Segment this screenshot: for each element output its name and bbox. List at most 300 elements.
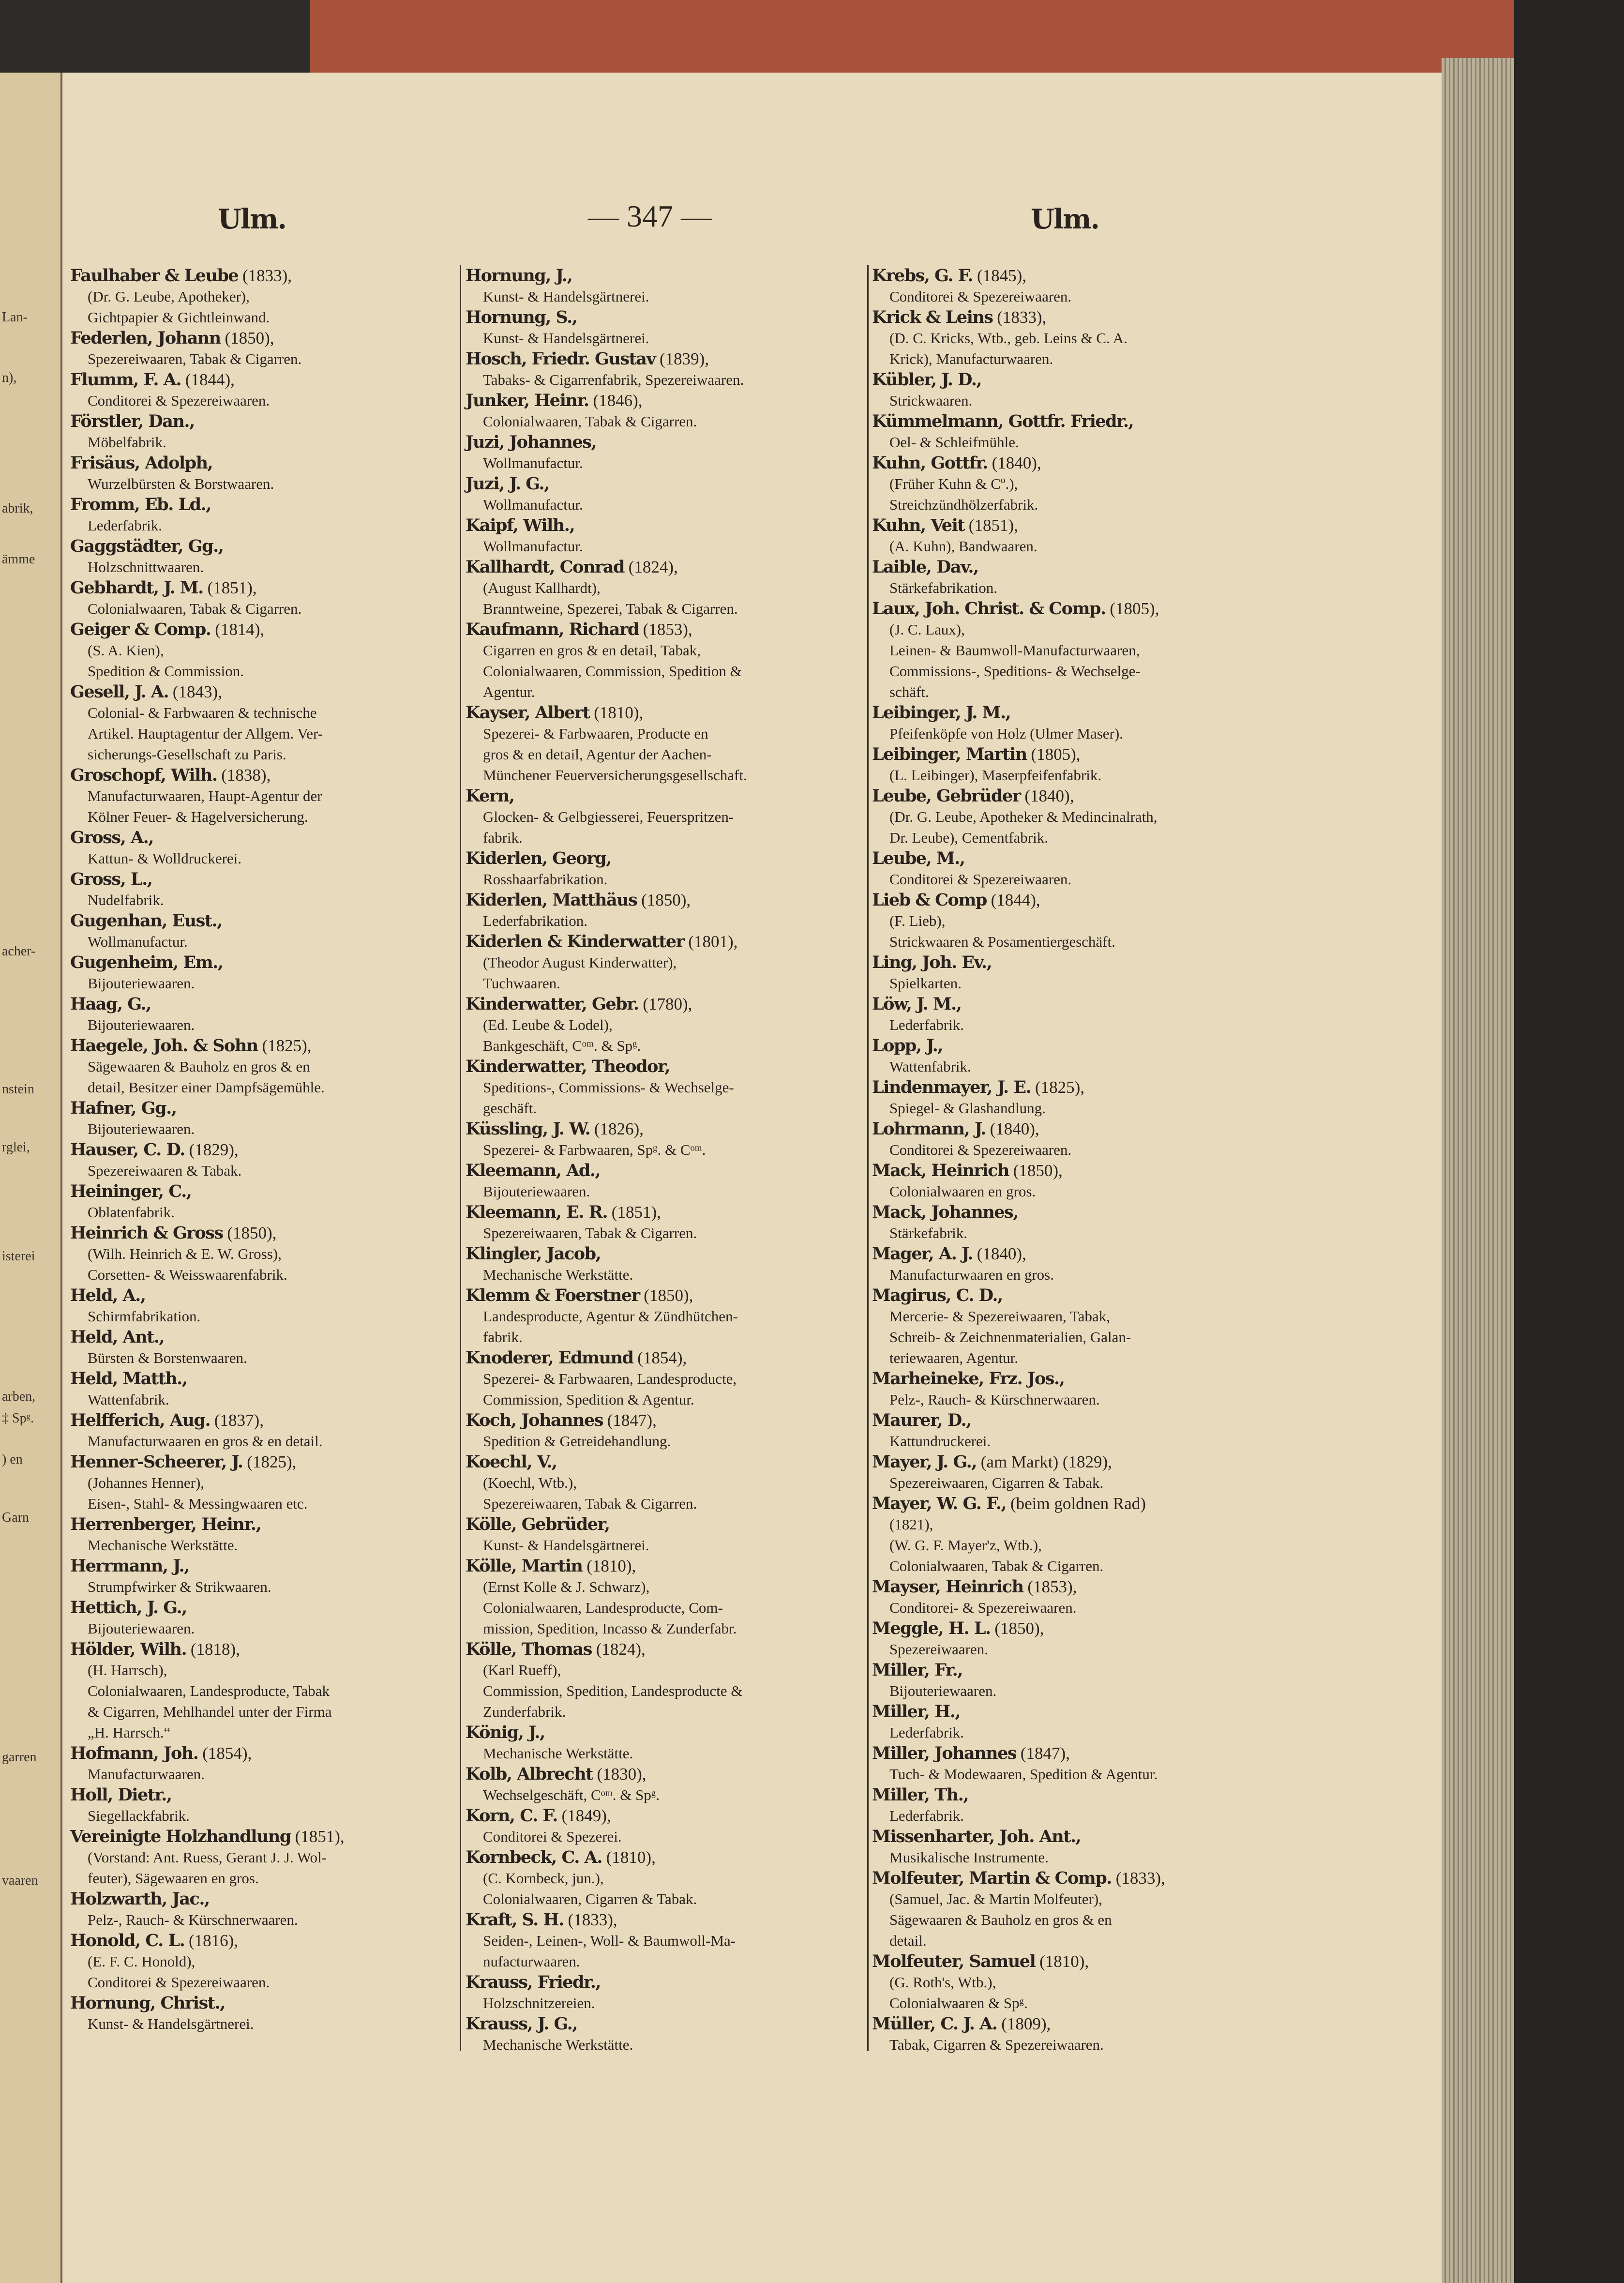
previous-page-text-fragment: ämme: [2, 552, 35, 567]
directory-entry: [466, 1451, 865, 1514]
firm-name: Kuhn, Gottfr.: [872, 453, 988, 473]
firm-year: (1854),: [633, 1348, 687, 1367]
firm-name: Kern,: [466, 786, 514, 806]
previous-page-text-fragment: garren: [2, 1750, 37, 1765]
firm-description: Bürsten & Borstenwaaren.: [88, 1349, 247, 1366]
firm-description: Zunderfabrik.: [483, 1703, 566, 1720]
directory-entry: [466, 1764, 865, 1805]
entry-heading: [466, 390, 865, 411]
entry-heading: [872, 1119, 1278, 1139]
entry-heading: [466, 1764, 865, 1784]
directory-entry: [70, 1993, 457, 2034]
firm-year: (1816),: [184, 1931, 239, 1950]
firm-description: Colonialwaaren, Landesproducte, Com-: [483, 1599, 723, 1616]
directory-entry: [466, 1514, 865, 1556]
directory-entry: [872, 1243, 1278, 1285]
firm-name: Laux, Joh. Christ. & Comp.: [872, 599, 1106, 619]
entry-heading: [70, 910, 457, 931]
firm-year: (1845),: [973, 266, 1027, 285]
directory-entry: [70, 1368, 457, 1410]
firm-description: (Theodor August Kinderwatter),: [483, 954, 677, 971]
directory-entry: [466, 1805, 865, 1847]
firm-description: (G. Roth's, Wtb.),: [889, 1974, 996, 1991]
firm-name: Juzi, Johannes,: [466, 432, 597, 452]
firm-name: Kayser, Albert: [466, 703, 590, 723]
firm-description: Commissions-, Speditions- & Wechselge-: [889, 663, 1141, 680]
directory-entry: [872, 1160, 1278, 1202]
firm-description: (Samuel, Jac. & Martin Molfeuter),: [889, 1890, 1102, 1907]
entry-heading: [466, 265, 865, 286]
firm-description: teriewaaren, Agentur.: [889, 1349, 1018, 1366]
firm-description: Musikalische Instrumente.: [889, 1849, 1049, 1866]
directory-entry: [872, 1868, 1278, 1951]
firm-name: Krauss, Friedr.,: [466, 1972, 601, 1992]
entry-heading: [466, 1847, 865, 1868]
firm-description: Colonialwaaren, Landesproducte, Tabak: [88, 1682, 330, 1699]
entry-heading: [466, 1160, 865, 1181]
entry-heading: [466, 619, 865, 640]
firm-description: Conditorei- & Spezereiwaaren.: [889, 1599, 1077, 1616]
directory-entry: [70, 681, 457, 765]
firm-name: Leibinger, J. M.,: [872, 703, 1011, 723]
firm-name: Fromm, Eb. Ld.,: [70, 495, 211, 514]
firm-description: Holzschnittwaaren.: [88, 559, 204, 575]
directory-entry: [70, 910, 457, 952]
entry-heading: [70, 453, 457, 473]
directory-entry: [466, 1909, 865, 1972]
firm-description: Kunst- & Handelsgärtnerei.: [483, 330, 649, 347]
directory-entry: [70, 952, 457, 994]
firm-year: (1839),: [655, 349, 709, 368]
directory-entry: [872, 1784, 1278, 1826]
directory-entry: [70, 994, 457, 1035]
firm-description: Pelz-, Rauch- & Kürschnerwaaren.: [88, 1911, 298, 1928]
entry-heading: [70, 1993, 457, 2013]
entry-heading: [466, 848, 865, 869]
entry-heading: [872, 848, 1278, 869]
firm-description: Mechanische Werkstätte.: [483, 1266, 633, 1283]
directory-entry: [872, 1660, 1278, 1701]
previous-page-text-fragment: Garn: [2, 1510, 29, 1525]
firm-year: (1851),: [964, 516, 1018, 535]
directory-entry: [70, 1639, 457, 1743]
directory-entry: [466, 1847, 865, 1909]
entry-heading: [70, 1639, 457, 1660]
directory-entry: [70, 1556, 457, 1597]
firm-name: Mack, Johannes,: [872, 1202, 1018, 1222]
entry-heading: [872, 1743, 1278, 1764]
directory-entry: [872, 598, 1278, 702]
directory-entry: [466, 473, 865, 515]
firm-description: Wurzelbürsten & Borstwaaren.: [88, 475, 274, 492]
firm-year: (1849),: [557, 1806, 611, 1825]
firm-name: Hosch, Friedr. Gustav: [466, 349, 656, 369]
entry-heading: [70, 1368, 457, 1389]
entry-heading: [872, 1784, 1278, 1805]
entry-heading: [70, 869, 457, 890]
directory-entry: [70, 1514, 457, 1556]
firm-name: Heininger, C.,: [70, 1181, 192, 1201]
firm-description: Colonialwaaren & Spᵍ.: [889, 1995, 1028, 2011]
firm-description: Tuchwaaren.: [483, 975, 560, 992]
directory-entry: [872, 265, 1278, 307]
firm-name: Hafner, Gg.,: [70, 1098, 177, 1118]
directory-entry: [70, 619, 457, 681]
firm-name: Henner-Scheerer, J.: [70, 1452, 243, 1472]
firm-year: (1825),: [257, 1036, 312, 1055]
firm-year: (beim goldnen Rad): [1006, 1494, 1146, 1513]
firm-description: „H. Harrsch.“: [88, 1724, 171, 1741]
firm-description: Kunst- & Handelsgärtnerei.: [483, 1537, 649, 1554]
firm-name: Gross, A.,: [70, 828, 153, 847]
directory-entry: [70, 1930, 457, 1993]
directory-entry: [70, 827, 457, 869]
previous-page-text-fragment: arben,: [2, 1389, 36, 1404]
firm-name: Held, Matth.,: [70, 1369, 187, 1389]
firm-description: (C. Kornbeck, jun.),: [483, 1870, 604, 1887]
entry-heading: [466, 348, 865, 369]
directory-entry: [70, 1410, 457, 1451]
firm-year: (1847),: [603, 1411, 657, 1430]
firm-description: (Wilh. Heinrich & E. W. Gross),: [88, 1245, 282, 1262]
firm-name: Ling, Joh. Ev.,: [872, 953, 992, 972]
directory-entry: [872, 1368, 1278, 1410]
firm-name: Miller, Fr.,: [872, 1660, 962, 1680]
directory-entry: [70, 265, 457, 328]
firm-description: Wollmanufactur.: [88, 933, 188, 950]
firm-description: Eisen-, Stahl- & Messingwaaren etc.: [88, 1495, 308, 1512]
firm-description: Conditorei & Spezereiwaaren.: [88, 392, 270, 409]
firm-name: Molfeuter, Martin & Comp.: [872, 1868, 1112, 1888]
firm-description: Lederfabrik.: [889, 1016, 964, 1033]
firm-description: Holzschnitzereien.: [483, 1995, 595, 2011]
entry-heading: [70, 369, 457, 390]
firm-name: Heinrich & Gross: [70, 1223, 223, 1243]
entry-heading: [70, 536, 457, 557]
firm-name: Groschopf, Wilh.: [70, 765, 217, 785]
firm-description: (S. A. Kien),: [88, 642, 164, 659]
directory-entry: [872, 557, 1278, 598]
firm-name: Marheineke, Frz. Jos.,: [872, 1369, 1065, 1389]
firm-description: Strumpfwirker & Strikwaaren.: [88, 1578, 271, 1595]
entry-heading: [466, 890, 865, 910]
firm-name: Koechl, V.,: [466, 1452, 557, 1472]
firm-name: Knoderer, Edmund: [466, 1348, 633, 1368]
firm-description: (1821),: [889, 1516, 933, 1533]
entry-heading: [872, 265, 1278, 286]
directory-entry: [70, 453, 457, 494]
firm-name: Flumm, F. A.: [70, 370, 181, 390]
firm-name: Gross, L.,: [70, 869, 152, 889]
entry-heading: [70, 265, 457, 286]
firm-name: Herrenberger, Heinr.,: [70, 1514, 261, 1534]
directory-entry: [872, 515, 1278, 557]
firm-description: fabrik.: [483, 1329, 523, 1346]
directory-entry: [872, 890, 1278, 952]
firm-description: fabrik.: [483, 829, 523, 846]
firm-name: König, J.,: [466, 1723, 545, 1742]
firm-year: (1826),: [590, 1119, 644, 1138]
entry-heading: [466, 1202, 865, 1223]
firm-name: Gugenheim, Em.,: [70, 953, 223, 972]
entry-heading: [872, 994, 1278, 1014]
firm-name: Kolb, Albrecht: [466, 1764, 593, 1784]
entry-heading: [70, 1327, 457, 1347]
directory-entry: [466, 1347, 865, 1410]
entry-heading: [70, 1514, 457, 1535]
entry-heading: [70, 328, 457, 348]
firm-year: (1851),: [290, 1827, 345, 1846]
firm-description: Tabaks- & Cigarrenfabrik, Spezereiwaaren.: [483, 371, 744, 388]
firm-description: Spezerei- & Farbwaaren, Landesproducte,: [483, 1370, 737, 1387]
column-rule: [867, 265, 869, 2051]
firm-description: Wollmanufactur.: [483, 538, 583, 555]
directory-entry: [872, 1035, 1278, 1077]
directory-entry: [466, 1119, 865, 1160]
firm-year: (1850),: [990, 1619, 1044, 1638]
entry-heading: [70, 1098, 457, 1119]
firm-name: Kinderwatter, Gebr.: [466, 994, 639, 1014]
entry-heading: [70, 681, 457, 702]
firm-name: Vereinigte Holzhandlung: [70, 1827, 291, 1846]
directory-entry: [70, 1889, 457, 1930]
firm-description: Oblatenfabrik.: [88, 1204, 175, 1221]
directory-entry: [872, 1285, 1278, 1368]
firm-name: Küssling, J. W.: [466, 1119, 590, 1139]
directory-entry: [466, 515, 865, 557]
entry-heading: [466, 1972, 865, 1993]
firm-name: Frisäus, Adolph,: [70, 453, 213, 473]
directory-entry: [872, 1077, 1278, 1119]
firm-description: Colonialwaaren en gros.: [889, 1183, 1036, 1200]
firm-description: Krick), Manufacturwaaren.: [889, 350, 1053, 367]
firm-description: Strickwaaren.: [889, 392, 973, 409]
entry-heading: [466, 1451, 865, 1472]
firm-description: (E. F. C. Honold),: [88, 1953, 195, 1970]
directory-column-2: [466, 265, 865, 2055]
firm-description: Tuch- & Modewaaren, Spedition & Agentur.: [889, 1766, 1158, 1783]
entry-heading: [872, 952, 1278, 973]
entry-heading: [70, 827, 457, 848]
directory-entry: [466, 1056, 865, 1119]
directory-entry: [70, 1451, 457, 1514]
entry-heading: [466, 1805, 865, 1826]
firm-year: (1838),: [217, 766, 271, 785]
firm-description: Lederfabrik.: [889, 1724, 964, 1741]
firm-year: (1853),: [638, 620, 692, 639]
firm-name: Leibinger, Martin: [872, 744, 1027, 764]
book-cover-side: [1514, 0, 1624, 2283]
entry-heading: [872, 369, 1278, 390]
firm-description: (Karl Rueff),: [483, 1662, 561, 1678]
entry-heading: [872, 1618, 1278, 1639]
firm-name: Missenharter, Joh. Ant.,: [872, 1827, 1081, 1846]
firm-name: Gesell, J. A.: [70, 682, 169, 702]
firm-name: Krebs, G. F.: [872, 266, 973, 286]
entry-heading: [466, 1347, 865, 1368]
directory-entry: [872, 1119, 1278, 1160]
firm-description: Sägewaaren & Bauholz en gros & en: [889, 1911, 1112, 1928]
entry-heading: [466, 1556, 865, 1576]
entry-heading: [70, 1743, 457, 1764]
firm-description: Oel- & Schleifmühle.: [889, 434, 1019, 451]
firm-name: Kuhn, Veit: [872, 515, 965, 535]
firm-description: Wattenfabrik.: [889, 1058, 971, 1075]
firm-description: Spiegel- & Glashandlung.: [889, 1100, 1046, 1117]
firm-name: Kübler, J. D.,: [872, 370, 982, 390]
directory-entry: [70, 328, 457, 369]
entry-heading: [466, 432, 865, 453]
entry-heading: [70, 1410, 457, 1431]
page-number: — 347 —: [588, 199, 712, 233]
entry-heading: [466, 1243, 865, 1264]
firm-name: Kölle, Martin: [466, 1556, 583, 1576]
firm-description: (J. C. Laux),: [889, 621, 965, 638]
firm-description: Stärkefabrikation.: [889, 579, 997, 596]
firm-name: Faulhaber & Leube: [70, 266, 239, 286]
firm-year: (1851),: [203, 578, 257, 597]
directory-entry: [70, 1181, 457, 1223]
firm-description: (D. C. Kricks, Wtb., geb. Leins & C. A.: [889, 330, 1128, 347]
directory-entry: [70, 369, 457, 411]
entry-heading: [466, 994, 865, 1014]
directory-entry: [466, 307, 865, 348]
firm-description: Dr. Leube), Cementfabrik.: [889, 829, 1048, 846]
firm-description: Mercerie- & Spezereiwaaren, Tabak,: [889, 1308, 1110, 1325]
firm-description: Bijouteriewaaren.: [88, 1620, 195, 1637]
entry-heading: [872, 744, 1278, 765]
firm-description: Pfeifenköpfe von Holz (Ulmer Maser).: [889, 725, 1123, 742]
directory-entry: [466, 265, 865, 307]
directory-entry: [466, 1160, 865, 1202]
firm-name: Korn, C. F.: [466, 1806, 557, 1826]
firm-description: Streichzündhölzerfabrik.: [889, 496, 1038, 513]
directory-entry: [466, 994, 865, 1056]
firm-description: (Vorstand: Ant. Ruess, Gerant J. J. Wol-: [88, 1849, 327, 1866]
entry-heading: [466, 1410, 865, 1431]
firm-description: Mechanische Werkstätte.: [483, 2036, 633, 2053]
firm-name: Meggle, H. L.: [872, 1618, 991, 1638]
firm-description: (A. Kuhn), Bandwaaren.: [889, 538, 1038, 555]
entry-heading: [872, 557, 1278, 577]
firm-description: Spezerei- & Farbwaaren, Spᵍ. & Cᵒᵐ.: [483, 1141, 706, 1158]
firm-name: Hölder, Wilh.: [70, 1639, 187, 1659]
entry-heading: [872, 890, 1278, 910]
firm-description: Bijouteriewaaren.: [88, 1016, 195, 1033]
directory-entry: [70, 1597, 457, 1639]
firm-description: detail, Besitzer einer Dampfsägemühle.: [88, 1079, 325, 1096]
firm-description: Kattun- & Wolldruckerei.: [88, 850, 242, 867]
directory-entry: [70, 869, 457, 910]
directory-entry: [872, 1618, 1278, 1660]
previous-page-text-fragment: nstein: [2, 1082, 34, 1097]
column-rule: [460, 265, 461, 2051]
previous-page-text-fragment: n),: [2, 370, 17, 385]
firm-description: (Koechl, Wtb.),: [483, 1474, 577, 1491]
firm-year: (1847),: [1016, 1744, 1070, 1763]
firm-year: (1809),: [997, 2014, 1051, 2033]
firm-description: Bankgeschäft, Cᵒᵐ. & Spᵍ.: [483, 1037, 641, 1054]
directory-entry: [872, 2013, 1278, 2055]
firm-description: (Früher Kuhn & Cº.),: [889, 475, 1018, 492]
firm-description: Stärkefabrik.: [889, 1225, 967, 1241]
firm-name: Helfferich, Aug.: [70, 1410, 211, 1430]
directory-entry: [466, 848, 865, 890]
firm-description: nufacturwaaren.: [483, 1953, 580, 1970]
entry-heading: [872, 1451, 1278, 1472]
firm-description: Bijouteriewaaren.: [88, 1120, 195, 1137]
entry-heading: [872, 2013, 1278, 2034]
firm-description: Nudelfabrik.: [88, 892, 164, 908]
firm-description: Spedition & Commission.: [88, 663, 244, 680]
firm-description: Gichtpapier & Gichtleinwand.: [88, 309, 270, 326]
firm-description: Agentur.: [483, 683, 535, 700]
firm-name: Gaggstädter, Gg.,: [70, 536, 224, 556]
firm-description: Münchener Feuerversicherungsgesellschaft.: [483, 767, 747, 784]
previous-page-text-fragment: acher-: [2, 944, 36, 959]
firm-description: Spezereiwaaren, Tabak & Cigarren.: [483, 1495, 697, 1512]
firm-description: Conditorei & Spezereiwaaren.: [889, 288, 1072, 305]
directory-entry: [872, 1576, 1278, 1618]
firm-name: Hornung, S.,: [466, 307, 577, 327]
firm-description: (Johannes Henner),: [88, 1474, 205, 1491]
firm-name: Hornung, Christ.,: [70, 1993, 225, 2013]
firm-name: Hauser, C. D.: [70, 1140, 185, 1160]
firm-description: Spezereiwaaren, Cigarren & Tabak.: [889, 1474, 1104, 1491]
entry-heading: [70, 1556, 457, 1576]
entry-heading: [466, 1722, 865, 1743]
entry-heading: [466, 307, 865, 328]
firm-name: Leube, M.,: [872, 848, 965, 868]
firm-year: (1805),: [1105, 599, 1159, 618]
firm-year: (1854),: [198, 1744, 252, 1763]
firm-year: (1853),: [1023, 1577, 1077, 1596]
entry-heading: [872, 1701, 1278, 1722]
entry-heading: [872, 453, 1278, 473]
entry-heading: [872, 786, 1278, 806]
firm-description: Colonialwaaren, Cigarren & Tabak.: [483, 1890, 697, 1907]
firm-name: Federlen, Johann: [70, 328, 221, 348]
directory-entry: [872, 453, 1278, 515]
firm-description: Strickwaaren & Posamentiergeschäft.: [889, 933, 1115, 950]
directory-entry: [872, 1826, 1278, 1868]
entry-heading: [872, 702, 1278, 723]
firm-name: Kiderlen, Matthäus: [466, 890, 637, 910]
firm-description: (L. Leibinger), Maserpfeifenfabrik.: [889, 767, 1102, 784]
firm-name: Kleemann, E. R.: [466, 1202, 608, 1222]
entry-heading: [70, 765, 457, 786]
firm-description: Wollmanufactur.: [483, 454, 583, 471]
firm-year: (am Markt) (1829),: [977, 1452, 1112, 1471]
firm-description: Colonialwaaren, Tabak & Cigarren.: [889, 1557, 1104, 1574]
firm-description: Seiden-, Leinen-, Woll- & Baumwoll-Ma-: [483, 1932, 736, 1949]
entry-heading: [872, 515, 1278, 536]
firm-name: Krick & Leins: [872, 307, 993, 327]
firm-name: Miller, Th.,: [872, 1785, 969, 1805]
entry-heading: [466, 1119, 865, 1139]
entry-heading: [70, 1139, 457, 1160]
firm-description: Rosshaarfabrikation.: [483, 871, 608, 888]
firm-description: Spezerei- & Farbwaaren, Producte en: [483, 725, 708, 742]
directory-entry: [872, 702, 1278, 744]
firm-description: Spezereiwaaren & Tabak.: [88, 1162, 242, 1179]
firm-name: Held, Ant.,: [70, 1327, 165, 1347]
firm-name: Müller, C. J. A.: [872, 2014, 997, 2034]
firm-year: (1850),: [639, 1286, 693, 1305]
directory-entry: [70, 536, 457, 577]
firm-description: Wattenfabrik.: [88, 1391, 169, 1408]
firm-year: (1801),: [684, 932, 738, 951]
